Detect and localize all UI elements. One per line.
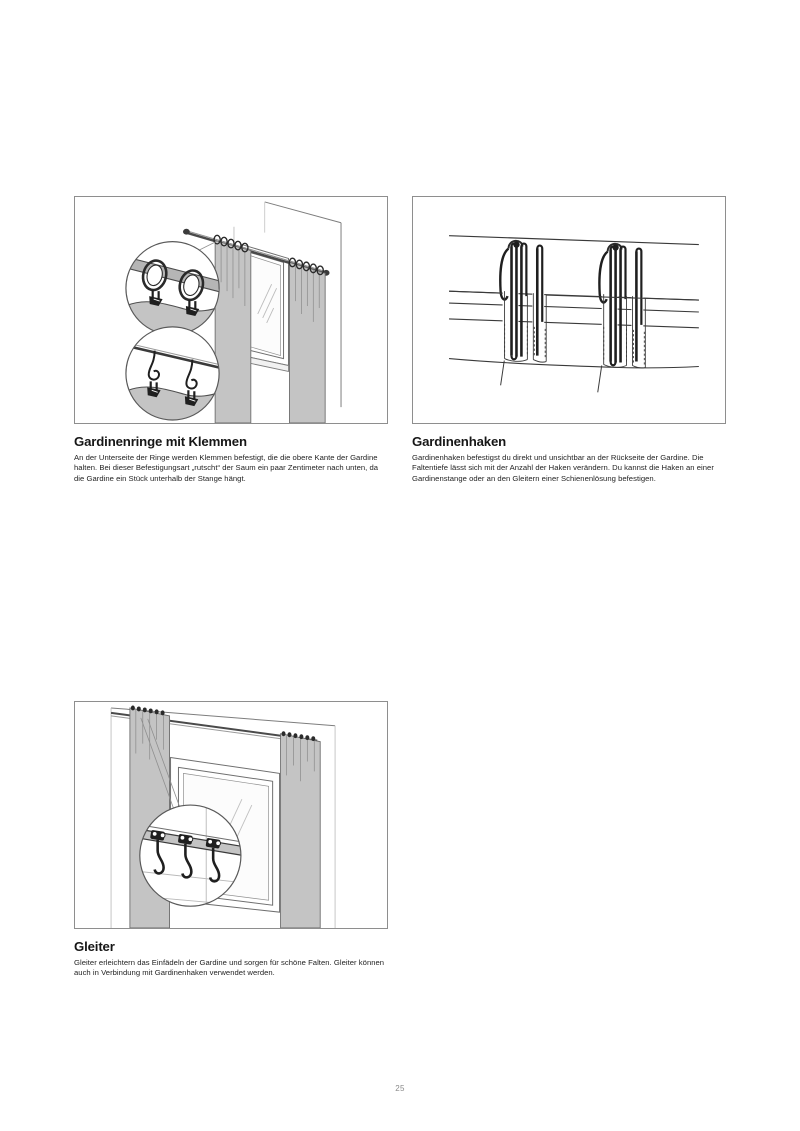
section-hooks xyxy=(412,434,728,484)
heading-rings: Gardinenringe mit Klemmen xyxy=(74,434,247,449)
curtain-gliders-illustration xyxy=(74,701,388,929)
curtain-rings-with-clips-illustration xyxy=(74,196,388,424)
body-hooks: Gardinenhaken befestigst du direkt und unsichtbar an der Rückseite der Gardine. Die Faltentiefe lässt sich mit der Anzahl der Haken verändern. Du kannst die Haken an einer Gardinenstange oder an den Gleitern einer Schienenlösung befestigen. xyxy=(412,453,714,483)
body-rings: An der Unterseite der Ringe werden Klemmen befestigt, die die obere Kante der Gardine halten. Bei dieser Befestigungsart „rutscht“ der Saum ein paar Zentimeter nach unten, da die Gardine ein Stück unterhalb der Stange hängt. xyxy=(74,453,379,483)
page-number: 25 xyxy=(395,1084,405,1093)
body-glider: Gleiter erleichtern das Einfädeln der Gardine und sorgen für schöne Falten. Gleiter können auch in Verbindung mit Gardinenhaken verwendet werden. xyxy=(74,958,385,978)
heading-glider: Gleiter xyxy=(74,939,115,954)
heading-hooks: Gardinenhaken xyxy=(412,434,507,449)
section-glider xyxy=(74,939,388,979)
curtain-hooks-illustration xyxy=(412,196,726,424)
section-rings xyxy=(74,434,388,484)
